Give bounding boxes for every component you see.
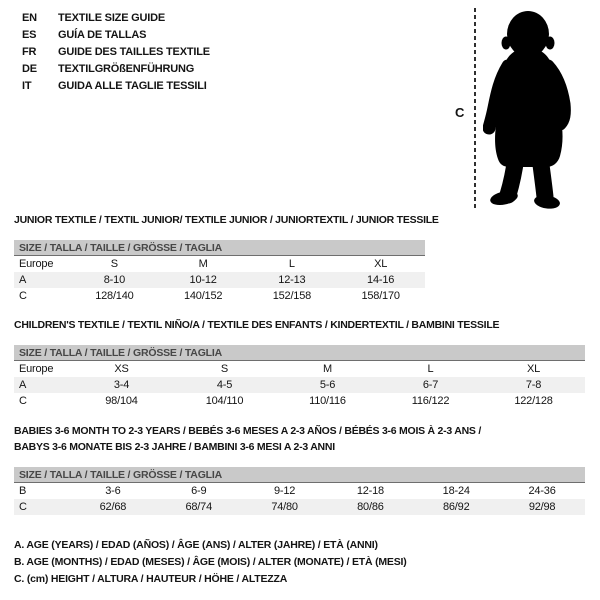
table-cell: L — [427, 363, 434, 375]
table-cell: 122/128 — [514, 395, 553, 407]
table-title: BABIES 3-6 MONTH TO 2-3 YEARS / BEBÉS 3-6 MESES A 2-3 AÑOS / BÉBÉS 3-6 MOIS À 2-3 ANS / — [14, 425, 482, 437]
table-cell: 14-16 — [367, 274, 395, 286]
language-code: IT — [22, 80, 32, 92]
table-cell: 152/158 — [272, 290, 312, 302]
size-header-bar: SIZE / TALLA / TAILLE / GRÖSSE / TAGLIA — [14, 467, 585, 483]
table-cell: 62/68 — [99, 501, 127, 513]
language-label: TEXTILE SIZE GUIDE — [58, 12, 166, 24]
table-cell: 6-7 — [422, 379, 439, 391]
row-label: Europe — [19, 363, 54, 375]
table-cell: L — [288, 258, 295, 270]
size-header-bar: SIZE / TALLA / TAILLE / GRÖSSE / TAGLIA — [14, 345, 585, 361]
footnote: B. AGE (MONTHS) / EDAD (MESES) / ÂGE (MOIS) / ALTER (MONATE) / ETÀ (MESI) — [14, 556, 407, 568]
table-cell: 104/110 — [205, 395, 244, 407]
table-cell: S — [110, 258, 118, 270]
table-rows — [14, 361, 585, 409]
size-table — [14, 212, 439, 304]
size-table — [14, 423, 585, 515]
row-label: A — [19, 274, 27, 286]
table-cell: 9-12 — [273, 485, 296, 497]
size-header-bar: SIZE / TALLA / TAILLE / GRÖSSE / TAGLIA — [14, 240, 425, 256]
row-label: B — [19, 485, 27, 497]
row-label: C — [19, 290, 27, 302]
table-cell: 18-24 — [442, 485, 470, 497]
language-label: GUIDE DES TAILLES TEXTILE — [58, 46, 210, 58]
language-label: GUÍA DE TALLAS — [58, 29, 147, 41]
table-row — [14, 499, 585, 515]
table-cell: 128/140 — [95, 290, 134, 302]
table-cell: 74/80 — [271, 501, 298, 513]
table-cell: 116/122 — [411, 395, 450, 407]
table-row — [14, 256, 425, 272]
footnotes — [14, 537, 407, 588]
table-cell: 4-5 — [216, 379, 233, 391]
table-cell: 10-12 — [189, 274, 217, 286]
table-cell: 110/116 — [309, 395, 346, 407]
table-cell: 24-36 — [528, 485, 556, 497]
table-rows — [14, 256, 425, 304]
table-cell: 80/86 — [357, 501, 384, 513]
table-cell: 3-6 — [105, 485, 121, 497]
table-cell: 158/170 — [361, 290, 400, 302]
language-code: ES — [22, 29, 37, 41]
language-code: FR — [22, 46, 37, 58]
table-cell: 8-10 — [103, 274, 125, 286]
language-code: DE — [22, 63, 37, 75]
language-label: TEXTILGRÖßENFÜHRUNG — [58, 63, 195, 75]
table-cell: XL — [374, 258, 388, 270]
table-cell: M — [323, 363, 332, 375]
table-row — [14, 393, 585, 409]
size-table — [14, 317, 585, 409]
language-label: GUIDA ALLE TAGLIE TESSILI — [58, 80, 207, 92]
table-rows — [14, 483, 585, 515]
table-cell: 5-6 — [319, 379, 336, 391]
row-label: A — [19, 379, 27, 391]
table-cell: 3-4 — [113, 379, 130, 391]
table-row — [14, 483, 585, 499]
table-cell: 12-13 — [278, 274, 306, 286]
language-code: EN — [22, 12, 37, 24]
table-cell: 12-18 — [356, 485, 384, 497]
table-cell: XS — [114, 363, 129, 375]
table-title: BABYS 3-6 MONATE BIS 2-3 JAHRE / BAMBINI 3-6 MESI A 2-3 ANNI — [14, 441, 335, 453]
table-cell: 140/152 — [183, 290, 223, 302]
footnote: A. AGE (YEARS) / EDAD (AÑOS) / ÂGE (ANS) / ALTER (JAHRE) / ETÀ (ANNI) — [14, 539, 378, 551]
table-row — [14, 377, 585, 393]
table-cell: XL — [526, 363, 541, 375]
table-row — [14, 288, 425, 304]
table-row — [14, 361, 585, 377]
height-measure-label: C — [455, 105, 465, 120]
row-label: Europe — [19, 258, 54, 270]
footnote: C. (cm) HEIGHT / ALTURA / HAUTEUR / HÖHE / ALTEZZA — [14, 573, 288, 585]
table-cell: M — [198, 258, 208, 270]
table-cell: S — [220, 363, 229, 375]
table-cell: 6-9 — [191, 485, 207, 497]
table-cell: 98/104 — [105, 395, 138, 407]
table-cell: 92/98 — [528, 501, 556, 513]
table-cell: 86/92 — [442, 501, 470, 513]
table-row — [14, 272, 425, 288]
table-title: CHILDREN'S TEXTILE / TEXTIL NIÑO/A / TEXTILE DES ENFANTS / KINDERTEXTIL / BAMBINI TESSILE — [14, 319, 500, 331]
table-title: JUNIOR TEXTILE / TEXTIL JUNIOR/ TEXTILE JUNIOR / JUNIORTEXTIL / JUNIOR TESSILE — [14, 214, 439, 226]
table-cell: 68/74 — [185, 501, 212, 513]
table-cell: 7-8 — [525, 379, 542, 391]
row-label: C — [19, 395, 27, 407]
row-label: C — [19, 501, 27, 513]
